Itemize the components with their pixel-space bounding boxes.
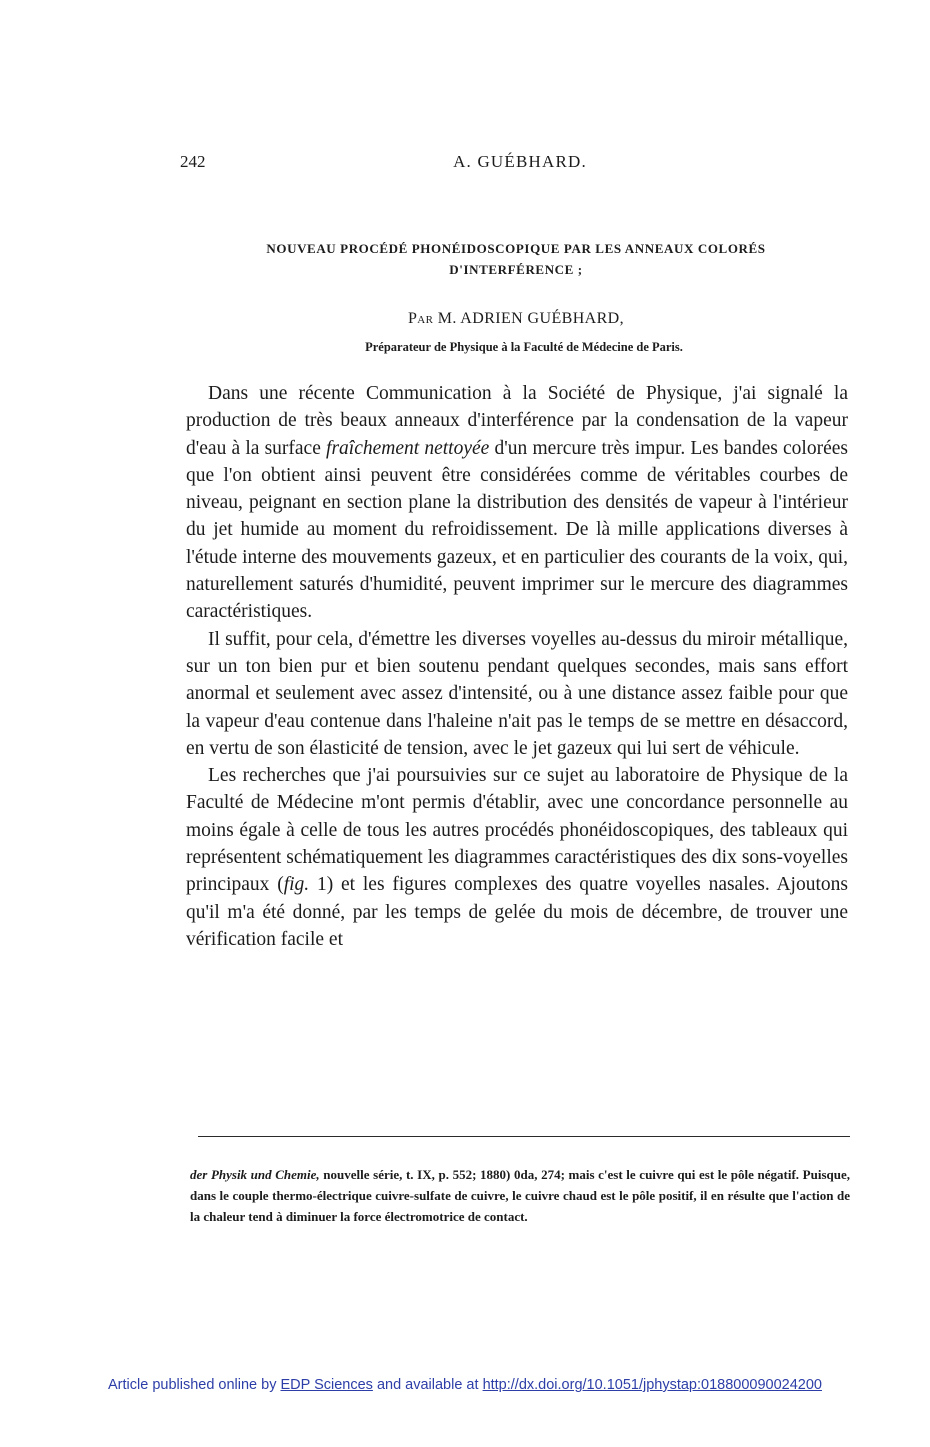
byline-par: Par M.: [407, 310, 457, 327]
footnote-text: nouvelle série, t. IX, p. 552; 1880) 0da, 274; mais c'est le cuivre qui est le pôle négatif. Puisque, dans le couple thermo-électrique cuivre-sulfate de cuivre, le cuivre chaud est le pôle positif, il en résulte que l'action de la chaleur tend à diminuer la force électromotrice de contact.: [190, 1167, 850, 1224]
byline: [180, 310, 852, 328]
footnote-divider: [198, 1136, 850, 1137]
page-header: [180, 152, 852, 176]
page-number: 242: [180, 152, 206, 171]
footnote-journal: der Physik und Chemie,: [190, 1167, 320, 1182]
author-affiliation: Préparateur de Physique à la Faculté de Médecine de Paris.: [365, 340, 683, 354]
article-title: [180, 238, 852, 280]
body-text: [186, 380, 848, 953]
byline-author: ADRIEN GUÉBHARD,: [460, 310, 625, 327]
edp-sciences-link[interactable]: EDP Sciences: [280, 1377, 373, 1393]
publisher-prefix: Article published online by: [108, 1377, 281, 1393]
paragraph-1-emphasis: fraîchement nettoyée: [326, 437, 490, 459]
paragraph-1-text-a: Dans une récente Communication à la Société de Physique, j'ai signalé la production de très beaux anneaux d'interférence par la condensation de la vapeur d'eau à la surface: [186, 383, 848, 459]
footnote: [190, 1164, 850, 1227]
publisher-notice: [0, 1377, 930, 1393]
paragraph-2: Il suffit, pour cela, d'émettre les diverses voyelles au-dessus du miroir métallique, sur un ton bien pur et bien soutenu pendant quelques secondes, mais sans effort anormal et seulement avec assez d'intensité, ou à une distance assez faible pour que la vapeur d'eau contenue dans l'haleine n'ait pas le temps de se mettre en désaccord, en vertu de son élasticité de tension, avec le jet gazeux qui lui sert de véhicule.: [186, 628, 848, 759]
paragraph-3-text-b: 1) et les figures complexes des quatre voyelles nasales. Ajoutons qu'il m'a été donné, par les temps de gelée du mois de décembre, de trouver une vérification facile et: [186, 874, 848, 950]
paragraph-1-text-b: d'un mercure très impur. Les bandes colorées que l'on obtient ainsi peuvent être considérées comme de véritables courbes de niveau, peignant en section plane la distribution des densités de vapeur à l'intérieur du jet humide au moment du refroidissement. De là mille applications diverses à l'étude interne des mouvements gazeux, et en particulier des courants de la voix, qui, naturellement saturés d'humidité, peuvent imprimer sur le mercure des diagrammes caractéristiques.: [186, 437, 848, 623]
figure-reference: fig.: [283, 874, 310, 896]
running-head: A. GUÉBHARD.: [453, 152, 587, 171]
paragraph-3-text-a: Les recherches que j'ai poursuivies sur ce sujet au laboratoire de Physique de la Faculté de Médecine m'ont permis d'établir, avec une concordance personnelle au moins égale à celle de tous les autres procédés phonéidoscopiques, des tableaux qui représentent schématiquement les diagrammes caractéristiques des dix sons-voyelles principaux (: [186, 765, 848, 896]
paragraph-3: [186, 762, 848, 953]
article-title-line-2: D'INTERFÉRENCE ;: [449, 262, 583, 277]
paragraph-1: [186, 380, 848, 626]
publisher-middle: and available at: [372, 1377, 483, 1393]
article-title-line-1: NOUVEAU PROCÉDÉ PHONÉIDOSCOPIQUE PAR LES ANNEAUX COLORÉS: [266, 241, 766, 256]
doi-link[interactable]: http://dx.doi.org/10.1051/jphystap:018800090024200: [482, 1377, 822, 1393]
